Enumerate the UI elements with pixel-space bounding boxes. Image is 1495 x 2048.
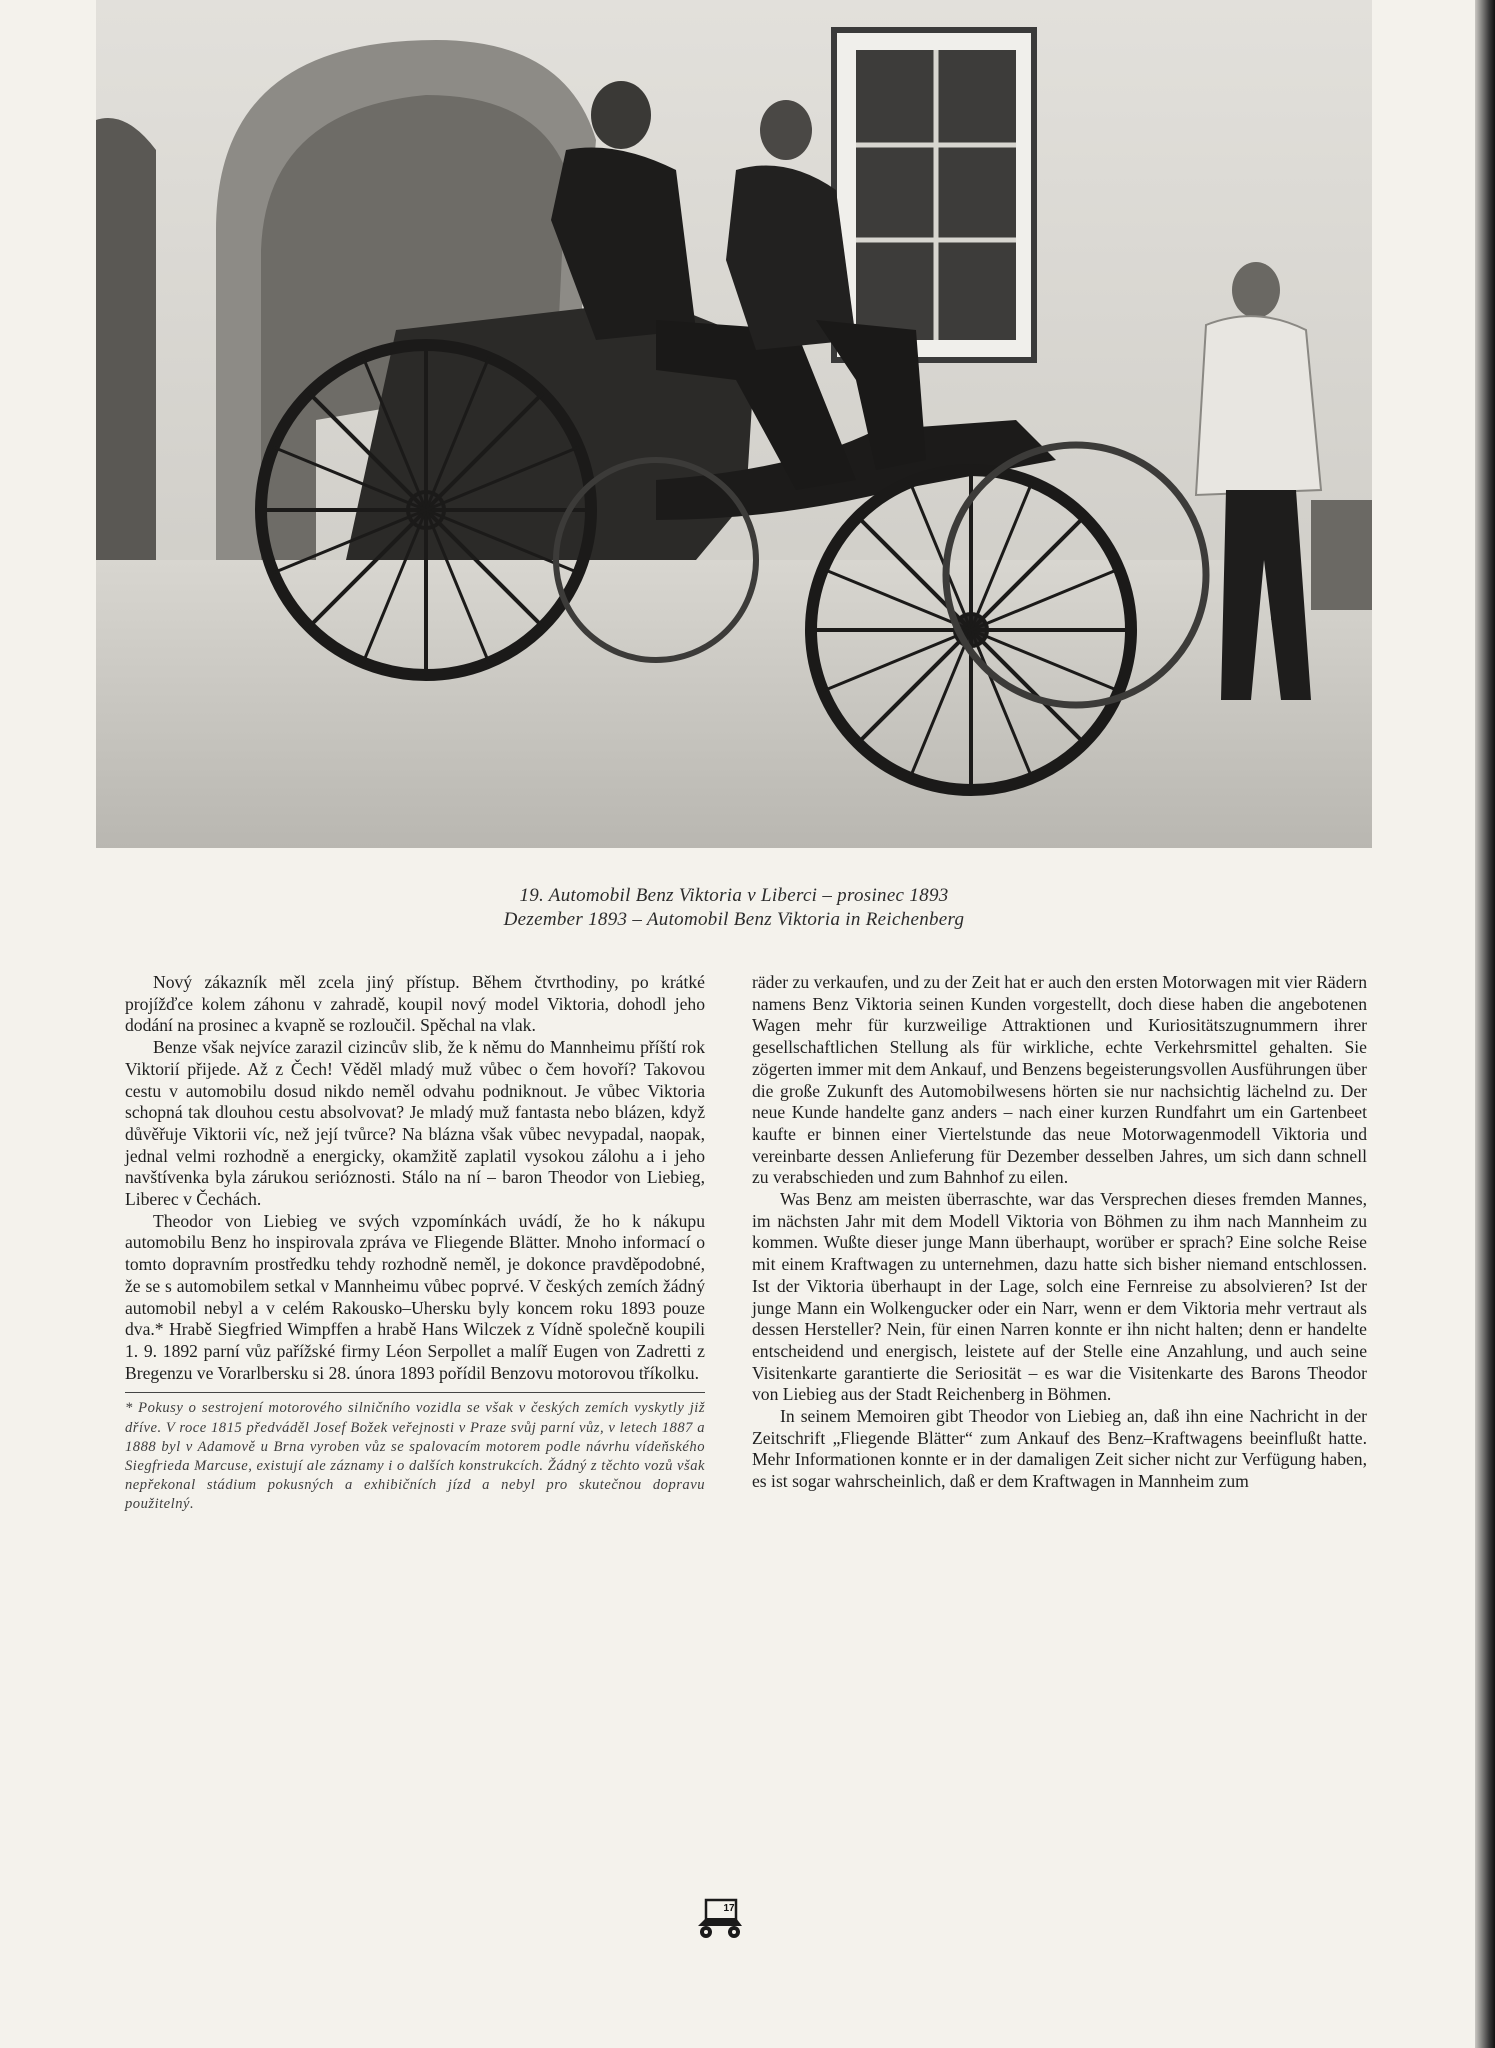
historic-photo-benz-viktoria — [96, 0, 1372, 848]
paragraph: Benze však nejvíce zarazil cizincův slib, že k němu do Mannheimu příští rok Viktorií přijede. Až z Čech! Věděl mladý muž vůbec o čem hovoří? Takovou cestu v automobilu dosud nikdo neměl odvahu podniknout. Je vůbec Viktoria schopná tak dlouhou cestu absolvovat? Je mladý muž fantasta nebo blázen, když důvěřuje Viktorii víc, než její tvůrce? Na blázna však vůbec nevypadal, naopak, jednal velmi rozhodně a energicky, okamžitě zaplatil vysokou zálohu a i jeho navštívenka byla zárukou serióznosti. Stálo na ní – baron Theodor von Liebieg, Liberec v Čechách. — [125, 1037, 705, 1210]
caption-czech: 19. Automobil Benz Viktoria v Liberci – prosinec 1893 — [519, 885, 949, 906]
paragraph: Was Benz am meisten überraschte, war das Versprechen dieses fremden Mannes, im nächsten Jahr mit dem Modell Viktoria von Böhmen zu ihm nach Mannheim zu kommen. Wußte dieser junge Mann überhaupt, worüber er sprach? Eine solche Reise mit einem Kraftwagen zu unternehmen, dazu hatte sich bisher niemand entschlossen. Ist der Viktoria überhaupt in der Lage, solch eine Fernreise zu absolvieren? Ist der junge Mann ein Wolkengucker oder ein Narr, wenn er dem Viktoria mehr vertraut als dessen Hersteller? Nein, für einen Narren konnte er ihn nicht halten; denn er handelte entscheidend und energisch, leistete auf der Stelle eine Anzahlung, und auch seine Visitenkarte garantierte die Seriosität – es war die Visitenkarte des Barons Theodor von Liebieg aus der Stadt Reichenberg in Böhmen. — [752, 1189, 1367, 1405]
paragraph: Nový zákazník měl zcela jiný přístup. Během čtvrthodiny, po krátké projížďce kolem záhonu v zahradě, koupil nový model Viktoria, dohodl jeho dodání na prosinec a kvapně se rozloučil. Spěchal na vlak. — [125, 972, 705, 1036]
photo-caption — [96, 884, 1372, 932]
footnote: * Pokusy o sestrojení motorového silničního vozidla se však v českých zemích vyskytly již dříve. V roce 1815 předváděl Josef Božek veřejnosti v Praze svůj parní vůz, v letech 1887 a 1888 byl v Adamově u Brna vyroben vůz se spalovacím motorem podle návrhu vídeňského Siegfrieda Marcuse, existují ale záznamy i o dalších konstrukcích. Žádný z těchto vozů však nepřekonal stádium pokusných a exhibičních jízd a nebyl pro skutečnou dopravu použitelný. — [125, 1400, 705, 1513]
right-column-german-text — [752, 972, 1367, 1493]
paragraph: In seinem Memoiren gibt Theodor von Liebieg an, daß ihn eine Nachricht in der Zeitschrift „Fliegende Blätter“ zum Ankauf des Benz–Kraftwagens beeinflußt hatte. Mehr Informationen konnte er in der damaligen Zeit sicher nicht zur Verfügung haben, es ist sogar wahrscheinlich, daß er dem Kraftwagen in Mannheim zum — [752, 1406, 1367, 1492]
page-number: 17 — [723, 1903, 735, 1914]
footnote-divider — [125, 1392, 705, 1393]
page-edge-shadow — [1475, 0, 1495, 2048]
caption-german: Dezember 1893 – Automobil Benz Viktoria in Reichenberg — [503, 909, 965, 930]
paragraph: räder zu verkaufen, und zu der Zeit hat er auch den ersten Motorwagen mit vier Rädern namens Benz Viktoria seinen Kunden vorgestellt, doch diese haben die angebotenen Wagen mehr für kurzweilige Attraktionen und Kuriositätszugnummern ihrer gesellschaftlichen Stellung als für wirkliche, echte Verkehrsmittel gehalten. Sie zögerten immer mit dem Ankauf, und Benzens begeisterungsvollen Ausführungen über die große Zukunft des Automobilwesens hörten sie nur nachsichtig lächelnd zu. Der neue Kunde handelte ganz anders – nach einer kurzen Rundfahrt um ein Gartenbeet kaufte er binnen einer Viertelstunde das neue Motorwagenmodell Viktoria und vereinbarte dessen Anlieferung für Dezember desselben Jahres, um sich dann schnell zu verabschieden und zum Bahnhof zu eilen. — [752, 972, 1367, 1188]
paragraph: Theodor von Liebieg ve svých vzpomínkách uvádí, že ho k nákupu automobilu Benz ho inspirovala zpráva ve Fliegende Blätter. Mnoho informací o tomto dopravním prostředku tehdy rozhodně neměl, je dokonce pravděpodobné, že se s automobilem setkal v Mannheimu vůbec poprvé. V českých zemích žádný automobil nebyl a v celém Rakousko–Uhersku byly koncem roku 1893 pouze dva.* Hrabě Siegfried Wimpffen a hrabě Hans Wilczek z Vídně společně koupili 1. 9. 1892 parní vůz pařížské firmy Léon Serpollet a malíř Eugen von Zadretti z Bregenzu ve Vorarlbersku si 28. února 1893 pořídil Benzovu motorovou tříkolku. — [125, 1210, 705, 1383]
left-column-czech-text — [125, 972, 705, 1515]
